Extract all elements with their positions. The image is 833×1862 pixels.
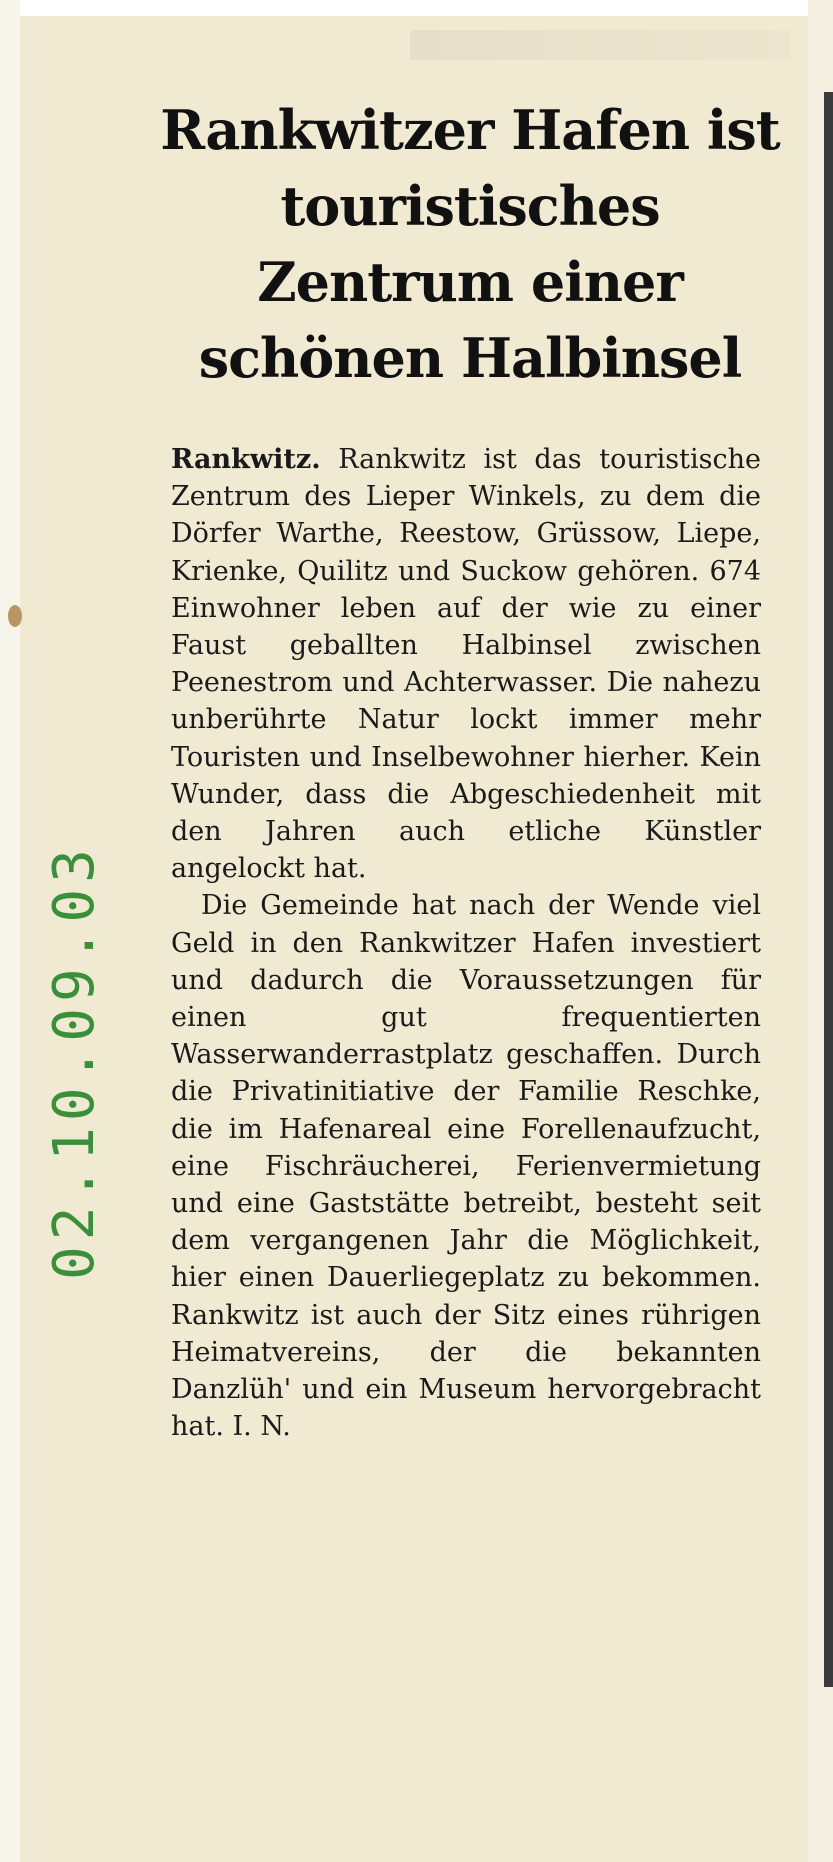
article-paragraph-1-text: Rankwitz ist das touristische Zentrum des Lieper Winkels, zu dem die Dörfer Warthe, Reestow, Grüssow, Liepe, Krienke, Quilitz und Suckow gehören. 674 Einwohner leben auf der wie zu einer Faust geballten Halbinsel zwischen Peenestrom und Achterwasser. Die nahezu unberührte Natur lockt immer mehr Touristen und Inselbewohner hierher. Kein Wunder, dass die Abgeschiedenheit mit den Jahren auch etliche Künstler angelockt hat.	[171, 444, 761, 885]
article-paragraph-2: Die Gemeinde hat nach der Wende viel Geld in den Rankwitzer Hafen investiert und dadurch die Voraussetzungen für einen gut frequentierten Wasserwanderrastplatz geschaffen. Durch die Privatinitiative der Familie Reschke, die im Hafenareal eine Forellenaufzucht, eine Fischräucherei, Ferienvermietung und eine Gaststätte betreibt, besteht seit dem vergangenen Jahr die Möglichkeit, hier einen Dauerliegeplatz zu bekommen. Rankwitz ist auch der Sitz eines rührigen Heimatvereins, der die bekannten Danzlüh' und ein Museum hervorgebracht hat. I. N.	[171, 890, 761, 1443]
handwritten-date: 02.10.09.03	[42, 843, 107, 1280]
bleed-through-text	[410, 30, 790, 60]
scan-top-margin	[20, 0, 833, 16]
article-body	[171, 441, 761, 1445]
article-headline: Rankwitzer Hafen ist touristisches Zentrum einer schönen Halbinsel	[160, 98, 780, 390]
article-paragraph-1	[171, 441, 761, 887]
adjacent-column-rule	[824, 92, 833, 1687]
paper-stain	[8, 605, 22, 627]
article-dateline: Rankwitz.	[171, 444, 321, 475]
